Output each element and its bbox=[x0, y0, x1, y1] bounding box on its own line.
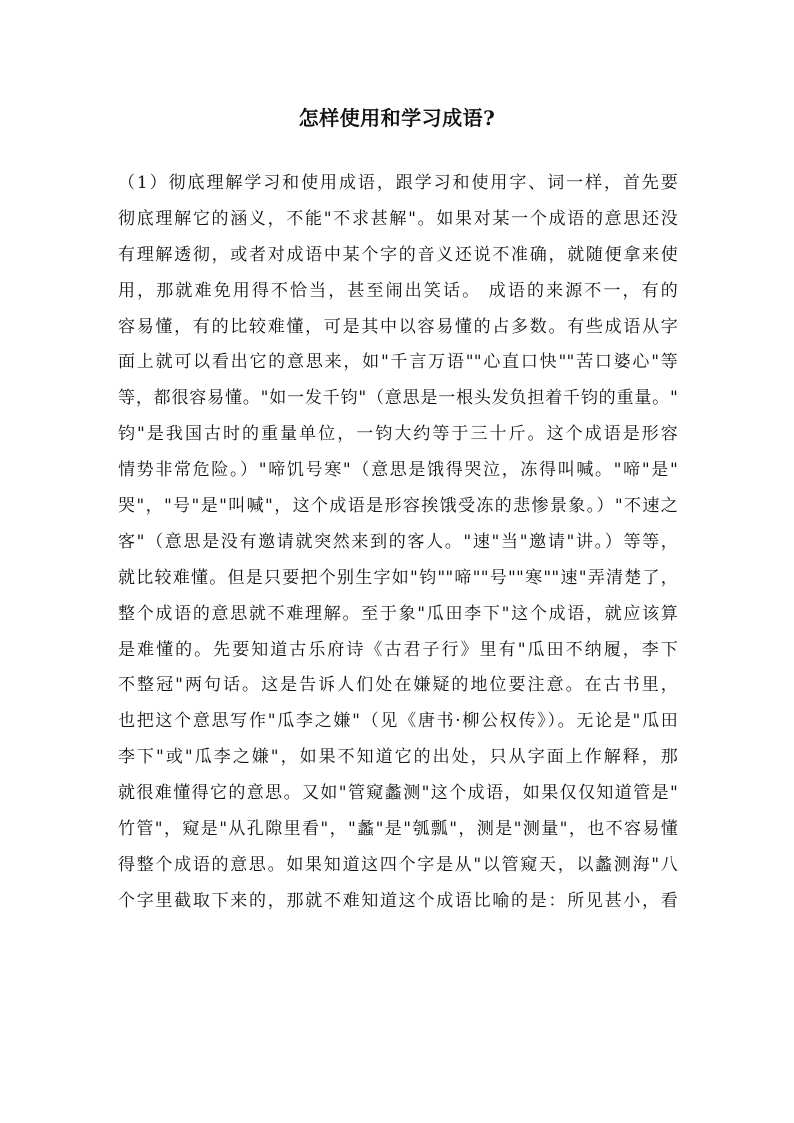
body-line: 也把这个意思写作"瓜李之嫌"（见《唐书·柳公权传》）。无论是"瓜田 bbox=[118, 711, 678, 732]
body-line: 整个成语的意思就不难理解。至于象"瓜田李下"这个成语，就应该算 bbox=[118, 603, 678, 624]
body-line: 就很难懂得它的意思。又如"管窥蠡测"这个成语，如果仅仅知道管是" bbox=[118, 783, 678, 804]
body-line: 面上就可以看出它的意思来，如"千言万语""心直口快""苦口婆心"等 bbox=[118, 352, 678, 373]
body-line: 不整冠"两句话。这是告诉人们处在嫌疑的地位要注意。在古书里， bbox=[118, 675, 678, 696]
body-line: （1）彻底理解学习和使用成语，跟学习和使用字、词一样，首先要 bbox=[118, 173, 678, 193]
body-line: 得整个成语的意思。如果知道这四个字是从"以管窥天，以蠡测海"八 bbox=[118, 854, 678, 875]
body-line: 情势非常危险。）"啼饥号寒"（意思是饿得哭泣，冻得叫喊。"啼"是" bbox=[118, 460, 678, 481]
body-line: 就比较难懂。但是只要把个别生字如"钧""啼""号""寒""速"弄清楚了， bbox=[118, 567, 678, 588]
body-line: 李下"或"瓜李之嫌"，如果不知道它的出处，只从字面上作解释，那 bbox=[118, 747, 678, 768]
body-line: 等，都很容易懂。"如一发千钧"（意思是一根头发负担着千钧的重量。" bbox=[118, 388, 678, 409]
body-line: 个字里截取下来的，那就不难知道这个成语比喻的是：所见甚小，看 bbox=[118, 890, 678, 911]
document-title: 怎样使用和学习成语? bbox=[298, 106, 496, 130]
body-line: 容易懂，有的比较难懂，可是其中以容易懂的占多数。有些成语从字 bbox=[118, 316, 678, 337]
body-line: 竹管"，窥是"从孔隙里看"，"蠡"是"瓠瓢"，测是"测量"，也不容易懂 bbox=[118, 819, 678, 840]
body-line: 钧"是我国古时的重量单位，一钧大约等于三十斤。这个成语是形容 bbox=[118, 424, 678, 445]
document-body bbox=[118, 166, 678, 920]
body-line: 有理解透彻，或者对成语中某个字的音义还说不准确，就随便拿来使 bbox=[118, 244, 678, 265]
body-line: 用，那就难免用得不恰当，甚至闹出笑话。 成语的来源不一，有的 bbox=[118, 280, 678, 301]
body-line: 哭"，"号"是"叫喊"，这个成语是形容挨饿受冻的悲惨景象。）"不速之 bbox=[118, 496, 678, 517]
body-line: 客"（意思是没有邀请就突然来到的客人。"速"当"邀请"讲。）等等， bbox=[118, 531, 678, 552]
body-line: 是难懂的。先要知道古乐府诗《古君子行》里有"瓜田不纳履，李下 bbox=[118, 639, 678, 660]
body-line: 彻底理解它的涵义，不能"不求甚解"。如果对某一个成语的意思还没 bbox=[118, 208, 678, 229]
